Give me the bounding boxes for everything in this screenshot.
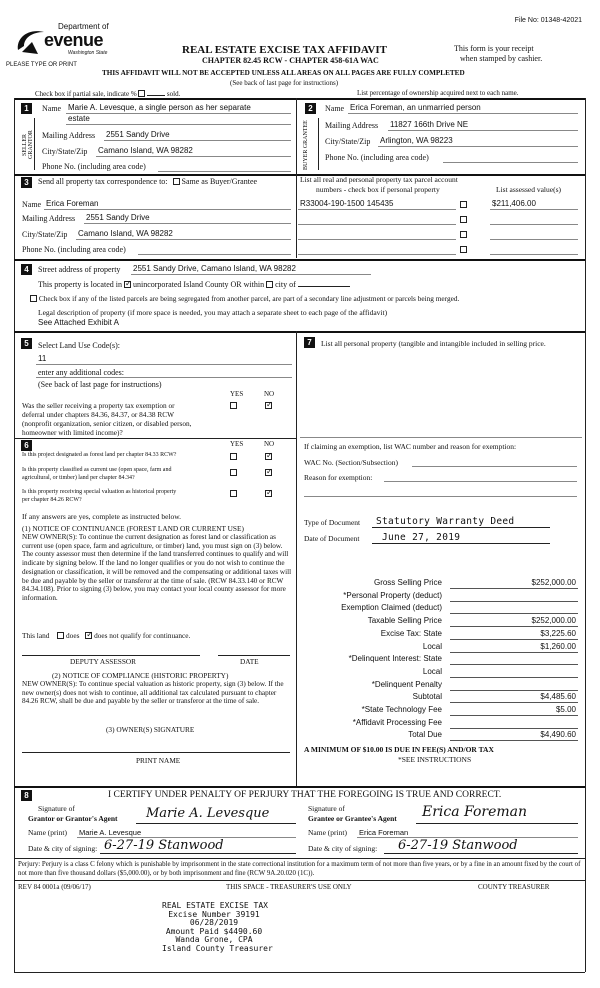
s6-q3-yes-checkbox[interactable] — [230, 490, 237, 497]
grantee-date-city[interactable]: 6-27-19 Stanwood — [398, 838, 518, 853]
same-as-buyer-label: Same as Buyer/Grantee — [181, 177, 258, 186]
tax-row-label: Local — [422, 641, 442, 651]
tax-row-value[interactable]: $4,490.60 — [540, 730, 576, 740]
this-land-label: This land — [22, 631, 50, 640]
continuance-row — [22, 631, 190, 640]
stamp-line-6: Island County Treasurer — [162, 943, 273, 953]
corr-city[interactable]: Camano Island, WA 98282 — [78, 229, 173, 238]
partial-sale-checkbox[interactable] — [138, 90, 145, 97]
tax-row-label: *Delinquent Penalty — [371, 679, 442, 689]
buyer-phone-label: Phone No. (including area code) — [325, 153, 429, 162]
corr-mailing[interactable]: 2551 Sandy Drive — [86, 213, 150, 222]
s6-q3-line1: Is this property receiving special valuation as historical property — [22, 489, 177, 495]
tax-row-value[interactable]: $5.00 — [555, 705, 576, 714]
notice-continuance-text: NEW OWNER(S): To continue the current designation as forest land or classification as current use (open space, farm and agriculture, or timber) land, you must sign on (3) below. The county assessor must then determine if the land transferred continues to qualify and will indicate by signing below. If the land no longer qualifies or you do not wish to continue the designation or classification, it will be removed and the compensating or additional taxes will be due and payable by the seller or transferor at the time of sale. (RCW 84.33.140 or RCW 84.34.108). Prior to signing (3) below, you may contact your local county assessor for more information. — [22, 533, 292, 602]
corr-name[interactable]: Erica Foreman — [46, 199, 99, 208]
grantor-date-city[interactable]: 6-27-19 Stanwood — [104, 838, 224, 853]
section-5-number: 5 — [21, 338, 32, 349]
s6-q3-line2: per chapter 84.26 RCW? — [22, 497, 82, 503]
section-4-number: 4 — [21, 264, 32, 275]
grantor-signature[interactable]: Marie A. Levesque — [146, 806, 270, 821]
grantee-date-label: Date & city of signing: — [308, 844, 378, 853]
street-address[interactable]: 2551 Sandy Drive, Camano Island, WA 98282 — [133, 264, 296, 273]
grantee-agent-label: Grantee or Grantee's Agent — [308, 814, 397, 823]
dept-name: evenue — [44, 30, 104, 50]
buyer-city-label: City/State/Zip — [325, 137, 371, 146]
perjury-notice: Perjury: Perjury is a class C felony which is punishable by imprisonment in the state correctional institution for a maximum term of not more than five years, or by a fine in an amount fixed by the court of not more than five thousand dollars ($5,000.00), or by both imprisonment and fine (RCW 9A.20.020 (1C)). — [18, 861, 581, 877]
seller-name[interactable]: Marie A. Levesque, a single person as her separate — [68, 103, 251, 112]
warning-text: THIS AFFIDAVIT WILL NOT BE ACCEPTED UNLESS ALL AREAS ON ALL PAGES ARE FULLY COMPLETED — [102, 69, 465, 77]
s6-q2-line1: Is this property classified as current use (open space, farm and — [22, 467, 172, 473]
seller-name-2[interactable]: estate — [68, 114, 90, 123]
minimum-fee-note: A MINIMUM OF $10.00 IS DUE IN FEE(S) AND/OR TAX — [304, 745, 494, 754]
s5-question-2: deferral under chapters 84.36, 84.37, or 84.38 RCW — [22, 410, 174, 419]
grantee-signature-of: Signature of — [308, 804, 345, 813]
department-of-revenue-logo — [14, 22, 124, 60]
doc-date-label: Date of Document — [304, 534, 360, 543]
land-use-see-back: (See back of last page for instructions) — [38, 380, 162, 389]
notice-continuance-title: (1) NOTICE OF CONTINUANCE (FOREST LAND OR CURRENT USE) — [22, 524, 244, 533]
s5-question-4: homeowner with limited income)? — [22, 428, 123, 437]
parcels-header-2: numbers - check box if personal property — [316, 185, 440, 194]
buyer-side-label: BUYER GRANTEE — [303, 120, 309, 170]
does-label: does — [66, 631, 80, 640]
s6-q1: Is this project designated as forest land per chapter 84.33 RCW? — [22, 452, 177, 458]
personal-property-checkbox-2[interactable] — [460, 216, 467, 223]
section-8-number: 8 — [21, 790, 32, 801]
notice-compliance-title: (2) NOTICE OF COMPLIANCE (HISTORIC PROPERTY) — [52, 671, 229, 680]
tax-row-label: Exemption Claimed (deduct) — [341, 603, 442, 613]
percent-line[interactable] — [147, 89, 165, 96]
seller-phone-label: Phone No. (including area code) — [42, 162, 146, 171]
grantor-print-label: Name (print) — [28, 828, 67, 837]
parcel-number-1[interactable]: R33004-190-1500 145435 — [300, 199, 394, 208]
notice-compliance-text: NEW OWNER(S): To continue special valuation as historic property, sign (3) below. If the new owner(s) does not wish to continue, all additional tax calculated pursuant to chapter 84.26 RCW, shall be due and payable by the seller or transferor at the time of sale. — [22, 680, 284, 706]
stamp-line-3: 06/28/2019 — [189, 918, 239, 927]
buyer-mailing-label: Mailing Address — [325, 121, 379, 130]
tax-row-label: *Personal Property (deduct) — [343, 590, 442, 600]
see-instructions: *SEE INSTRUCTIONS — [398, 755, 472, 764]
s6-q2-yes-checkbox[interactable] — [230, 469, 237, 476]
doc-type-label: Type of Document — [304, 518, 361, 527]
stamp-line-4: Amount Paid $4490.60 — [165, 926, 263, 936]
reason-label: Reason for exemption: — [304, 473, 373, 482]
corr-phone-label: Phone No. (including area code) — [22, 245, 126, 254]
land-does-checkbox[interactable] — [57, 632, 64, 639]
located-row — [38, 280, 350, 289]
s6-q2-no-checkbox[interactable] — [265, 469, 272, 476]
s6-if-yes: If any answers are yes, complete as instructed below. — [22, 512, 182, 521]
tax-row-label: Total Due — [408, 730, 442, 740]
segregated-label: Check box if any of the listed parcels are being segregated from another parcel, are part of a secondary line adjustment or parcels being merged. — [38, 294, 460, 303]
tax-row-label: Excise Tax: State — [380, 628, 442, 638]
buyer-mailing[interactable]: 11827 166th Drive NE — [390, 120, 469, 129]
seller-side-label: SELLER GRANTOR — [22, 130, 34, 160]
section-1-number: 1 — [21, 103, 32, 114]
tax-row-label: Subtotal — [412, 692, 442, 702]
s5-question-3: (nonprofit organization, senior citizen, or disabled person, — [22, 419, 192, 428]
corr-mailing-label: Mailing Address — [22, 214, 76, 223]
buyer-name[interactable]: Erica Foreman, an unmarried person — [350, 103, 481, 112]
treasurer-space: THIS SPACE - TREASURER'S USE ONLY — [226, 883, 352, 891]
tax-row-value[interactable]: $252,000.00 — [531, 578, 576, 587]
exemption-claim-label: If claiming an exemption, list WAC number and reason for exemption: — [304, 442, 517, 451]
s6-q1-no-checkbox[interactable] — [265, 453, 272, 460]
tax-row-label: Local — [422, 666, 442, 676]
corr-name-label: Name — [22, 200, 42, 209]
tax-row-label: *Delinquent Interest: State — [348, 654, 442, 664]
stamp-line-2: Excise Number 39191 — [168, 909, 260, 919]
tax-row-value[interactable]: $252,000.00 — [531, 616, 576, 626]
treasurer-stamp — [162, 901, 273, 953]
seller-city[interactable]: Camano Island, WA 98282 — [98, 146, 193, 155]
please-type: PLEASE TYPE OR PRINT — [6, 62, 77, 68]
tax-row-label: *Affidavit Processing Fee — [352, 717, 442, 727]
send-correspondence-label: Send all property tax correspondence to: — [38, 177, 168, 186]
file-number: File No: 01348-42021 — [514, 17, 582, 24]
same-as-buyer-checkbox[interactable] — [173, 178, 180, 185]
grantor-agent-label: Grantor or Grantor's Agent — [28, 814, 118, 823]
county-treasurer-label: COUNTY TREASURER — [478, 883, 550, 891]
land-does-not-checkbox[interactable] — [85, 632, 92, 639]
form-title: REAL ESTATE EXCISE TAX AFFIDAVIT — [182, 44, 387, 56]
seller-city-label: City/State/Zip — [42, 147, 88, 156]
section-7-number: 7 — [304, 337, 315, 348]
personal-property-checkbox-3[interactable] — [460, 231, 467, 238]
s5-yes-label: YES — [230, 390, 244, 398]
additional-codes-label: enter any additional codes: — [38, 368, 124, 377]
legal-label: Legal description of property (if more space is needed, you may attach a separate sheet to each page of the affidavit) — [38, 308, 388, 317]
buyer-city[interactable]: Arlington, WA 98223 — [380, 136, 453, 145]
personal-property-checkbox-4[interactable] — [460, 246, 467, 253]
ownership-note: List percentage of ownership acquired next to each name. — [357, 89, 519, 97]
s6-yes-label: YES — [230, 440, 244, 448]
city-of-field[interactable] — [298, 280, 350, 287]
grantor-signature-of: Signature of — [38, 804, 75, 813]
assessor-date-label: DATE — [240, 657, 259, 666]
assessed-header: List assessed value(s) — [496, 185, 561, 194]
partial-sale-row — [35, 89, 180, 98]
owner-signature-label: (3) OWNER(S) SIGNATURE — [106, 725, 195, 734]
s6-q1-yes-checkbox[interactable] — [230, 453, 237, 460]
personal-property-label: List all personal property (tangible and intangible included in selling price. — [321, 339, 546, 348]
doc-type[interactable]: Statutory Warranty Deed — [376, 516, 515, 527]
tax-row-label: Gross Selling Price — [373, 578, 442, 587]
certify-statement: I CERTIFY UNDER PENALTY OF PERJURY THAT THE FOREGOING IS TRUE AND CORRECT. — [108, 790, 502, 800]
s5-yes-checkbox[interactable] — [230, 402, 237, 409]
form-subtitle: CHAPTER 82.45 RCW - CHAPTER 458-61A WAC — [202, 56, 379, 65]
tax-row-label: Taxable Selling Price — [367, 616, 442, 626]
grantee-print-label: Name (print) — [308, 828, 347, 837]
seller-name-label: Name — [42, 104, 62, 113]
tax-row-label: *State Technology Fee — [361, 705, 442, 714]
legal-description[interactable]: See Attached Exhibit A — [38, 318, 119, 327]
tax-row-value[interactable]: $4,485.60 — [540, 692, 576, 702]
land-use-label: Select Land Use Code(s): — [38, 341, 120, 350]
does-not-label: does not — [94, 631, 119, 640]
print-name-label: PRINT NAME — [136, 756, 181, 765]
segregated-checkbox[interactable] — [30, 295, 37, 302]
rev-number: REV 84 0001a (09/06/17) — [18, 883, 91, 891]
dept-state: Washington State — [68, 50, 108, 56]
city-of-label: city of — [275, 280, 296, 289]
personal-property-checkbox-1[interactable] — [460, 201, 467, 208]
revenue-swoosh-icon — [14, 26, 48, 56]
corr-city-label: City/State/Zip — [22, 230, 68, 239]
grantee-print-name[interactable]: Erica Foreman — [359, 828, 409, 837]
buyer-name-label: Name — [325, 104, 345, 113]
segregated-row — [30, 294, 459, 303]
grantee-signature[interactable]: Erica Foreman — [422, 804, 528, 820]
s5-question-1: Was the seller receiving a property tax exemption or — [22, 401, 175, 410]
s6-q3-no-checkbox[interactable] — [265, 490, 272, 497]
section-2-number: 2 — [305, 103, 316, 114]
receipt-note-1: This form is your receipt — [454, 44, 534, 53]
see-back: (See back of last page for instructions) — [230, 79, 339, 87]
located-label: This property is located in — [38, 280, 122, 289]
doc-date[interactable]: June 27, 2019 — [382, 532, 461, 543]
grantor-date-label: Date & city of signing: — [28, 844, 98, 853]
s5-no-checkbox[interactable] — [265, 402, 272, 409]
wac-label: WAC No. (Section/Subsection) — [304, 458, 398, 467]
parcels-header-1: List all real and personal property tax parcel account — [300, 175, 458, 184]
tax-row-value[interactable]: $3,225.60 — [540, 628, 576, 638]
section-3-number: 3 — [21, 177, 32, 188]
unincorporated-checkbox[interactable] — [124, 281, 131, 288]
street-label: Street address of property — [38, 265, 121, 274]
unincorporated-label: unincorporated Island County OR within — [132, 280, 265, 289]
stamp-line-1: REAL ESTATE EXCISE TAX — [162, 901, 268, 910]
qualify-label: qualify for continuance. — [120, 631, 191, 640]
partial-sale-label: Check box if partial sale, indicate % — [35, 90, 137, 98]
city-of-checkbox[interactable] — [266, 281, 273, 288]
tax-row-value[interactable]: $1,260.00 — [540, 641, 576, 651]
stamp-line-5: Wanda Grone, CPA — [175, 935, 253, 944]
deputy-assessor-label: DEPUTY ASSESSOR — [70, 657, 137, 666]
s5-no-label: NO — [264, 390, 275, 398]
seller-mailing-label: Mailing Address — [42, 131, 96, 140]
seller-mailing[interactable]: 2551 Sandy Drive — [106, 130, 170, 139]
assessed-value-1[interactable]: $211,406.00 — [492, 199, 536, 208]
grantor-print-name[interactable]: Marie A. Levesque — [79, 828, 142, 837]
correspondence-row — [38, 177, 257, 186]
section-6-number: 6 — [21, 440, 32, 451]
s6-no-label: NO — [264, 440, 275, 448]
dept-top: Department of — [58, 22, 109, 31]
land-use-code[interactable]: 11 — [38, 354, 47, 363]
receipt-note-2: when stamped by cashier. — [460, 54, 543, 63]
sold-label: sold. — [166, 90, 181, 98]
s6-q2-line2: agricultural, or timber) land per chapter 84.34? — [22, 475, 135, 481]
